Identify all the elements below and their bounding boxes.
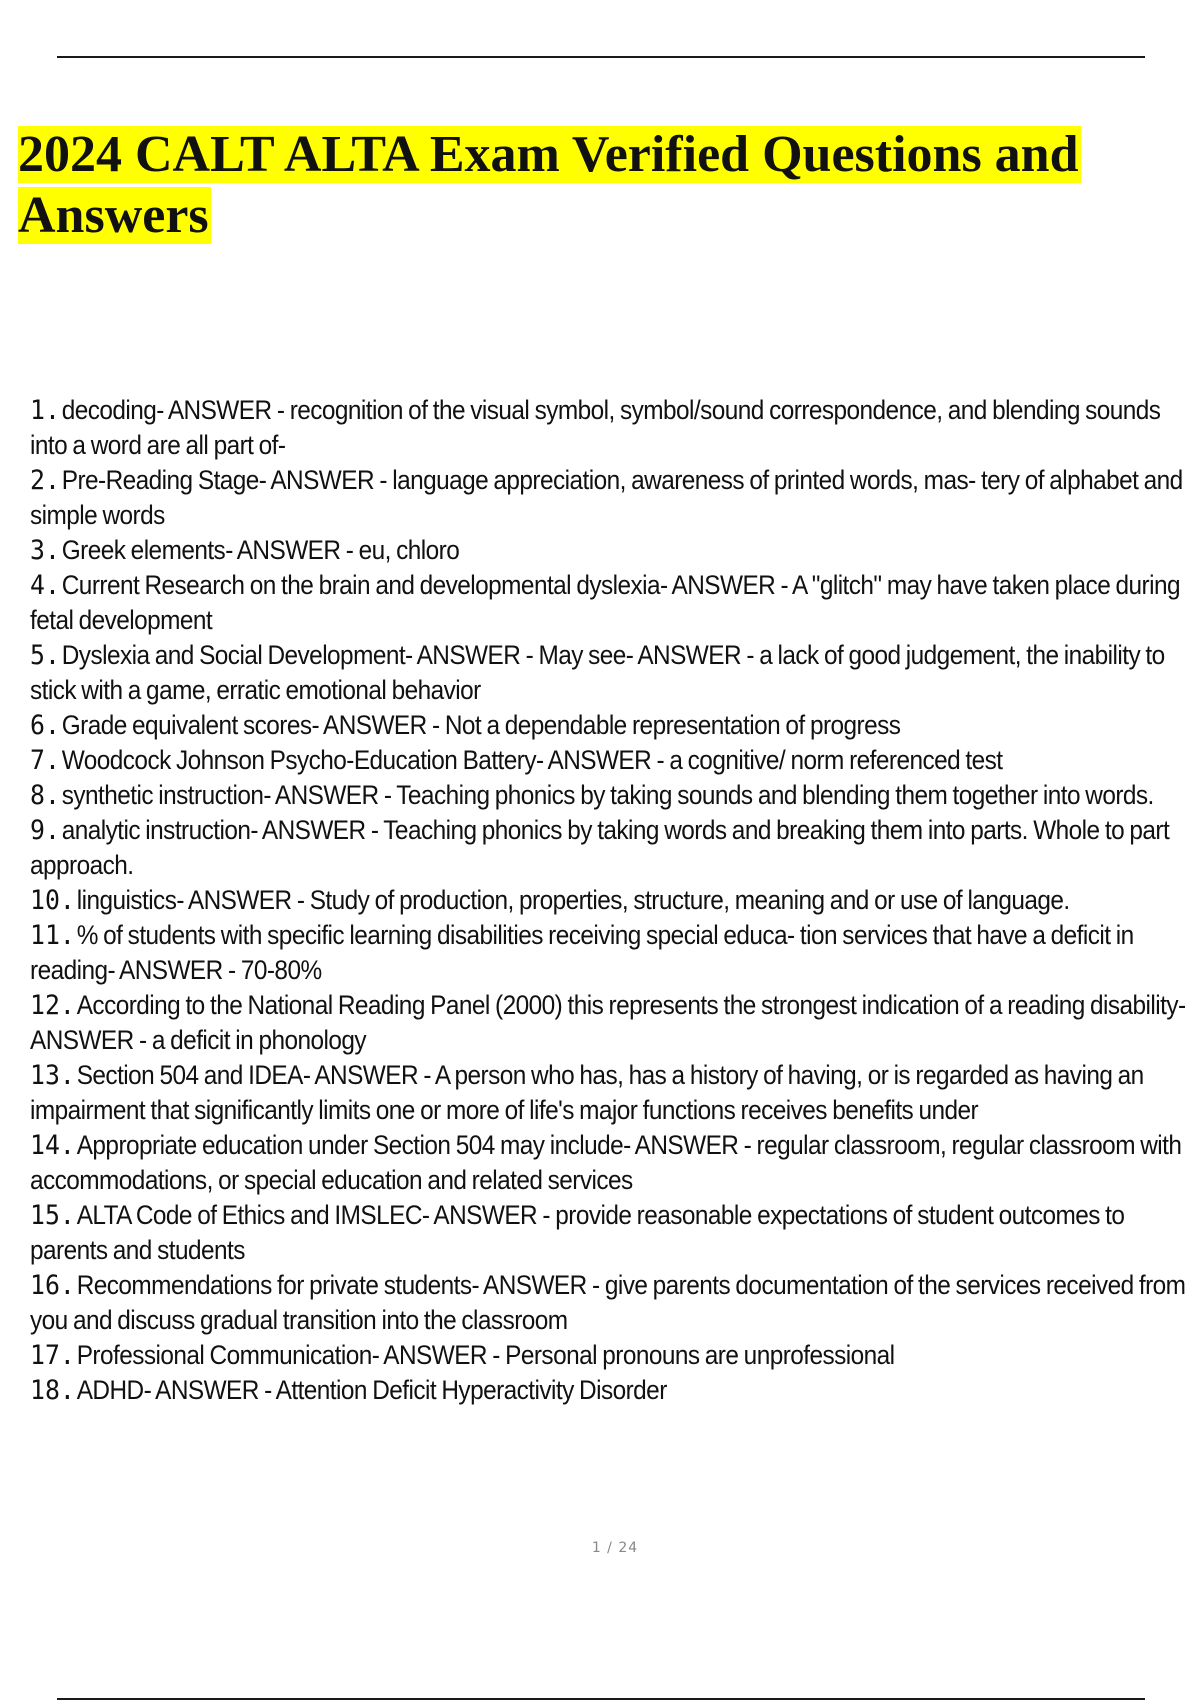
item-number: 2. (30, 465, 60, 496)
list-item (30, 1268, 1189, 1338)
item-text: % of students with specific learning disabilities receiving special educa- tion services that have a deficit in reading- ANSWER - 70-80% (30, 920, 1134, 985)
item-text: Recommendations for private students- ANSWER - give parents documentation of the services received from you and discuss gradual transition into the classroom (30, 1270, 1186, 1335)
item-text: Grade equivalent scores- ANSWER - Not a dependable representation of progress (61, 710, 901, 740)
item-text: According to the National Reading Panel (2000) this represents the strongest indication of a reading disability- ANSWER - a deficit in phonology (30, 990, 1186, 1055)
list-item (30, 988, 1189, 1058)
item-text: Section 504 and IDEA- ANSWER - A person who has, has a history of having, or is regarded as having an impairment that significantly limits one or more of life's major functions receives benefits under (30, 1060, 1144, 1125)
item-text: linguistics- ANSWER - Study of production, properties, structure, meaning and or use of language. (76, 885, 1070, 915)
list-item (30, 1373, 1189, 1408)
document-title (18, 124, 1158, 246)
item-text: ADHD- ANSWER - Attention Deficit Hyperactivity Disorder (76, 1375, 667, 1405)
item-number: 5. (30, 640, 60, 671)
item-text: synthetic instruction- ANSWER - Teaching phonics by taking sounds and blending them together into words. (61, 780, 1154, 810)
list-item (30, 918, 1189, 988)
item-text: Appropriate education under Section 504 may include- ANSWER - regular classroom, regular classroom with accommodations, or special education and related services (30, 1130, 1182, 1195)
item-number: 13. (30, 1060, 75, 1091)
question-answer-list (30, 393, 1195, 1408)
item-text: ALTA Code of Ethics and IMSLEC- ANSWER - provide reasonable expectations of student outcomes to parents and students (30, 1200, 1125, 1265)
item-number: 16. (30, 1270, 75, 1301)
list-item (30, 533, 1189, 568)
item-number: 9. (30, 815, 60, 846)
item-text: Professional Communication- ANSWER - Personal pronouns are unprofessional (76, 1340, 895, 1370)
list-item (30, 1198, 1189, 1268)
item-text: analytic instruction- ANSWER - Teaching phonics by taking words and breaking them into parts. Whole to part approach. (30, 815, 1170, 880)
item-number: 10. (30, 885, 75, 916)
item-text: Dyslexia and Social Development- ANSWER - May see- ANSWER - a lack of good judgement, the inability to stick with a game, erratic emotional behavior (30, 640, 1165, 705)
item-text: Pre-Reading Stage- ANSWER - language appreciation, awareness of printed words, mas- tery of alphabet and simple words (30, 465, 1183, 530)
item-number: 12. (30, 990, 75, 1021)
list-item (30, 743, 1189, 778)
list-item (30, 708, 1189, 743)
item-text: Greek elements- ANSWER - eu, chloro (61, 535, 460, 565)
item-number: 1. (30, 395, 60, 426)
item-text: Woodcock Johnson Psycho-Education Battery- ANSWER - a cognitive/ norm referenced test (61, 745, 1003, 775)
list-item (30, 813, 1189, 883)
list-item (30, 1338, 1189, 1373)
item-number: 18. (30, 1375, 75, 1406)
item-text: decoding- ANSWER - recognition of the visual symbol, symbol/sound correspondence, and blending sounds into a word are all part of- (30, 395, 1161, 460)
item-number: 4. (30, 570, 60, 601)
list-item (30, 393, 1189, 463)
item-number: 6. (30, 710, 60, 741)
item-number: 3. (30, 535, 60, 566)
document-title-text: 2024 CALT ALTA Exam Verified Questions and Answers (18, 126, 1079, 244)
page-indicator: 1 / 24 (591, 1540, 639, 1556)
item-number: 8. (30, 780, 60, 811)
item-text: Current Research on the brain and developmental dyslexia- ANSWER - A "glitch" may have taken place during fetal development (30, 570, 1180, 635)
item-number: 7. (30, 745, 60, 776)
list-item (30, 568, 1189, 638)
list-item (30, 883, 1189, 918)
list-item (30, 778, 1189, 813)
item-number: 11. (30, 920, 75, 951)
item-number: 17. (30, 1340, 75, 1371)
list-item (30, 638, 1189, 708)
list-item (30, 1058, 1189, 1128)
top-divider (57, 56, 1145, 58)
item-number: 15. (30, 1200, 75, 1231)
list-item (30, 463, 1189, 533)
item-number: 14. (30, 1130, 75, 1161)
list-item (30, 1128, 1189, 1198)
